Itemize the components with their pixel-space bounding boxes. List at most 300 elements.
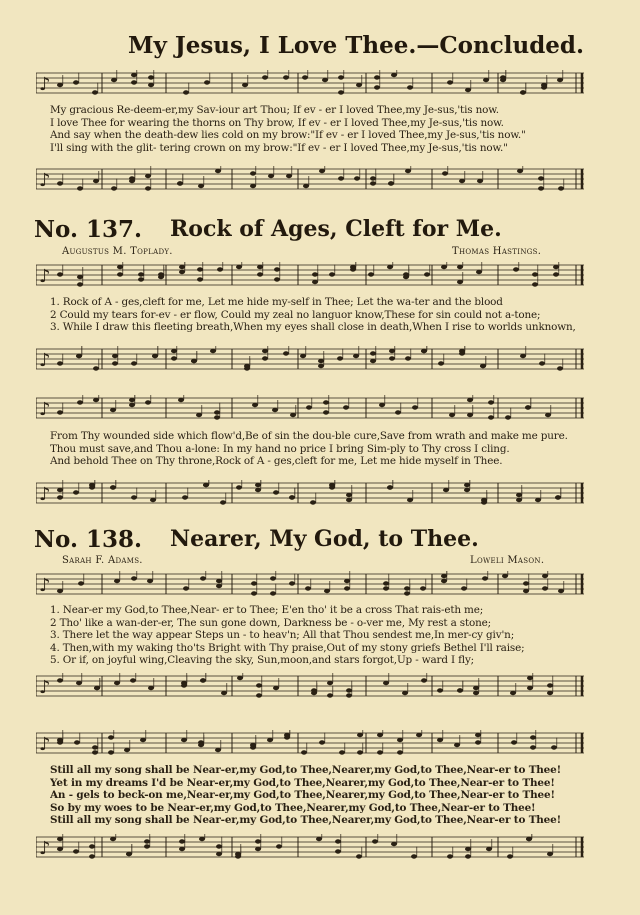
clef-icon: ♪ xyxy=(39,399,51,420)
note-head xyxy=(467,413,473,417)
note-head xyxy=(289,581,295,585)
note-head xyxy=(483,78,489,82)
lyric-line: And say when the death-dew lies cold on my brow:"If ev - er I loved Thee,my Je-sus,'tis now." xyxy=(50,129,526,141)
note-head xyxy=(553,265,559,269)
note-head xyxy=(171,349,177,353)
note-head xyxy=(488,400,494,404)
note-head xyxy=(507,854,513,858)
music-staff-treble xyxy=(36,571,584,597)
note-head xyxy=(344,586,350,590)
note-head xyxy=(354,176,360,180)
note-head xyxy=(131,576,137,580)
note-head xyxy=(457,280,463,284)
note-head xyxy=(389,349,395,353)
note-head xyxy=(215,169,221,173)
note-head xyxy=(329,485,335,489)
music-staff-treble xyxy=(36,730,584,756)
note-head xyxy=(302,75,308,79)
note-head xyxy=(323,410,329,414)
note-head xyxy=(216,852,222,856)
note-head xyxy=(377,733,383,737)
note-head xyxy=(383,586,389,590)
note-head xyxy=(250,743,256,747)
note-head xyxy=(255,847,261,851)
clef-icon: ♪ xyxy=(39,575,51,596)
note-head xyxy=(110,837,116,841)
note-head xyxy=(475,733,481,737)
clef-icon: ♪ xyxy=(39,170,51,191)
lyric-line: 4. Then,with my waking tho'ts Bright with Thy praise,Out of my stony griefs Bethel I'll raise; xyxy=(50,641,525,654)
note-head xyxy=(329,272,335,276)
lyric-line: And behold Thee on Thy throne,Rock of A - ges,cleft for me, Let me hide myself in Thee. xyxy=(50,455,503,467)
note-head xyxy=(220,500,226,504)
note-head xyxy=(177,181,183,185)
note-head xyxy=(262,75,268,79)
note-head xyxy=(387,265,393,269)
hymn-number: No. 137. xyxy=(34,216,142,243)
note-head xyxy=(442,171,448,175)
note-head xyxy=(250,184,256,188)
note-head xyxy=(236,485,242,489)
note-head xyxy=(555,495,561,499)
clef-icon: ♪ xyxy=(39,838,51,859)
note-head xyxy=(198,184,204,188)
note-head xyxy=(57,740,63,744)
note-head xyxy=(283,351,289,355)
note-head xyxy=(447,80,453,84)
note-head xyxy=(424,272,430,276)
note-head xyxy=(558,186,564,190)
note-head xyxy=(323,400,329,404)
hymn-137-lyrics-part2 xyxy=(50,430,584,468)
lyric-line: I love Thee for wearing the thorns on Thy brow, If ev - er I loved Thee,my Je-sus,'tis now. xyxy=(50,116,504,129)
note-head xyxy=(274,267,280,271)
note-head xyxy=(437,738,443,742)
note-head xyxy=(486,847,492,851)
note-head xyxy=(343,405,349,409)
note-head xyxy=(346,688,352,692)
note-head xyxy=(124,748,130,752)
note-head xyxy=(389,356,395,360)
note-head xyxy=(374,75,380,79)
note-head xyxy=(73,849,79,853)
note-head xyxy=(126,852,132,856)
concluded-lyrics xyxy=(50,104,584,154)
note-head xyxy=(454,743,460,747)
note-head xyxy=(270,591,276,595)
note-head xyxy=(530,745,536,749)
note-head xyxy=(93,366,99,370)
note-head xyxy=(131,361,137,365)
note-head xyxy=(441,574,447,578)
note-head xyxy=(131,80,137,84)
note-head xyxy=(57,488,63,492)
note-head xyxy=(112,361,118,365)
note-head xyxy=(525,405,531,409)
hymn-number: No. 138. xyxy=(34,526,142,553)
music-staff-bass xyxy=(36,673,584,699)
note-head xyxy=(350,267,356,271)
concluded-hymn-title: My Jesus, I Love Thee.—Concluded. xyxy=(128,32,585,59)
note-head xyxy=(57,678,63,682)
note-head xyxy=(262,349,268,353)
note-head xyxy=(110,485,116,489)
note-head xyxy=(535,498,541,502)
lyric-line: 1. Rock of A - ges,cleft for me, Let me hide my-self in Thee; Let the wa-ter and the blood xyxy=(50,296,503,308)
note-head xyxy=(545,413,551,417)
note-head xyxy=(200,576,206,580)
note-head xyxy=(204,80,210,84)
note-head xyxy=(255,488,261,492)
note-head xyxy=(217,267,223,271)
note-head xyxy=(251,581,257,585)
note-head xyxy=(541,83,547,87)
staff-notation xyxy=(36,166,584,192)
note-head xyxy=(257,272,263,276)
note-head xyxy=(538,186,544,190)
note-head xyxy=(407,498,413,502)
note-head xyxy=(144,839,150,843)
note-head xyxy=(284,733,290,737)
note-head xyxy=(273,490,279,494)
note-head xyxy=(457,265,463,269)
note-head xyxy=(183,586,189,590)
note-head xyxy=(179,847,185,851)
note-head xyxy=(322,78,328,82)
staff-notation xyxy=(36,730,584,756)
note-head xyxy=(383,581,389,585)
note-head xyxy=(216,844,222,848)
note-head xyxy=(77,400,83,404)
note-head xyxy=(416,733,422,737)
note-head xyxy=(235,854,241,858)
note-head xyxy=(368,272,374,276)
note-head xyxy=(57,181,63,185)
note-head xyxy=(255,483,261,487)
hymn-138-lyrics-part2 xyxy=(50,764,584,827)
note-head xyxy=(387,485,393,489)
staff-notation xyxy=(36,346,584,372)
note-head xyxy=(57,589,63,593)
note-head xyxy=(305,586,311,590)
note-head xyxy=(523,581,529,585)
note-head xyxy=(547,691,553,695)
note-head xyxy=(145,174,151,178)
note-head xyxy=(152,354,158,358)
note-head xyxy=(517,169,523,173)
note-head xyxy=(198,740,204,744)
note-head xyxy=(214,415,220,419)
note-head xyxy=(171,356,177,360)
note-head xyxy=(465,847,471,851)
lyric-line: Still all my song shall be Near-er,my God,to Thee,Nearer,my God,to Thee,Near-er to Thee! xyxy=(50,814,562,826)
note-head xyxy=(538,176,544,180)
note-head xyxy=(273,686,279,690)
note-head xyxy=(108,735,114,739)
note-head xyxy=(421,678,427,682)
note-head xyxy=(76,681,82,685)
note-head xyxy=(257,265,263,269)
note-head xyxy=(150,498,156,502)
lyric-line: From Thy wounded side which flow'd,Be of sin the dou-ble cure,Save from wrath and make me pure. xyxy=(50,430,568,442)
music-staff-treble xyxy=(36,395,584,421)
music-staff-bass xyxy=(36,166,584,192)
lyric-line: My gracious Re-deem-er,my Sav-iour art Thou; If ev - er I loved Thee,my Je-sus,'tis now. xyxy=(50,104,499,116)
note-head xyxy=(179,265,185,269)
note-head xyxy=(130,678,136,682)
note-head xyxy=(57,83,63,87)
note-head xyxy=(407,85,413,89)
note-head xyxy=(148,75,154,79)
lyric-line: 2 Tho' like a wan-der-er, The sun gone down, Darkness be - o-ver me, My rest a stone; xyxy=(50,616,492,629)
note-head xyxy=(335,839,341,843)
note-head xyxy=(467,398,473,402)
note-head xyxy=(93,398,99,402)
note-head xyxy=(144,844,150,848)
music-staff-treble xyxy=(36,262,584,288)
note-head xyxy=(272,408,278,412)
music-staff-bass xyxy=(36,834,584,860)
note-head xyxy=(482,576,488,580)
note-head xyxy=(505,415,511,419)
note-head xyxy=(532,282,538,286)
note-head xyxy=(148,83,154,87)
note-head xyxy=(558,589,564,593)
note-head xyxy=(357,733,363,737)
note-head xyxy=(92,745,98,749)
note-head xyxy=(516,498,522,502)
note-head xyxy=(404,586,410,590)
note-head xyxy=(481,498,487,502)
note-head xyxy=(178,398,184,402)
note-head xyxy=(372,839,378,843)
lyric-line: 5. Or if, on joyful wing,Cleaving the sky, Sun,moon,and stars forgot,Up - ward I fly; xyxy=(50,654,475,666)
staff-notation xyxy=(36,70,584,96)
note-head xyxy=(477,179,483,183)
note-head xyxy=(356,854,362,858)
note-head xyxy=(57,272,63,276)
note-head xyxy=(346,498,352,502)
note-head xyxy=(523,589,529,593)
note-head xyxy=(111,78,117,82)
lyric-line: So by my woes to be Near-er,my God,to Thee,Nearer,my God,to Thee,Near-er to Thee! xyxy=(50,801,536,814)
note-head xyxy=(145,400,151,404)
note-head xyxy=(346,693,352,697)
note-head xyxy=(443,488,449,492)
note-head xyxy=(131,495,137,499)
note-head xyxy=(255,839,261,843)
note-head xyxy=(77,275,83,279)
music-staff-treble xyxy=(36,70,584,96)
note-head xyxy=(138,277,144,281)
clef-icon: ♪ xyxy=(39,266,51,287)
note-head xyxy=(252,403,258,407)
note-head xyxy=(312,280,318,284)
composer-credit: Thomas Hastings. xyxy=(452,246,542,257)
note-head xyxy=(547,852,553,856)
note-head xyxy=(464,483,470,487)
note-head xyxy=(335,849,341,853)
note-head xyxy=(370,359,376,363)
lyric-line: 3. While I draw this fleeting breath,When my eyes shall close in death,When I rise to worlds unknown, xyxy=(50,321,576,333)
note-head xyxy=(459,349,465,353)
note-head xyxy=(182,495,188,499)
clef-icon: ♪ xyxy=(39,350,51,371)
hymn-title: Rock of Ages, Cleft for Me. xyxy=(170,216,502,242)
note-head xyxy=(520,90,526,94)
note-head xyxy=(447,854,453,858)
note-head xyxy=(129,398,135,402)
music-staff-bass xyxy=(36,480,584,506)
note-head xyxy=(319,740,325,744)
note-head xyxy=(244,366,250,370)
note-head xyxy=(89,483,95,487)
composer-credit: Loweli Mason. xyxy=(470,555,545,566)
note-head xyxy=(391,73,397,77)
note-head xyxy=(300,354,306,358)
note-head xyxy=(92,750,98,754)
note-head xyxy=(77,282,83,286)
note-head xyxy=(145,186,151,190)
note-head xyxy=(338,90,344,94)
note-head xyxy=(183,90,189,94)
note-head xyxy=(148,686,154,690)
lyric-line: 2 Could my tears for-ev - er flow, Could my zeal no languor know,These for sin could not a-tone; xyxy=(50,308,541,321)
staff-notation xyxy=(36,395,584,421)
note-head xyxy=(57,410,63,414)
note-head xyxy=(553,272,559,276)
music-staff-bass xyxy=(36,346,584,372)
note-head xyxy=(276,844,282,848)
note-head xyxy=(319,169,325,173)
note-head xyxy=(301,750,307,754)
note-head xyxy=(289,495,295,499)
note-head xyxy=(339,750,345,754)
note-head xyxy=(78,581,84,585)
note-head xyxy=(181,738,187,742)
note-head xyxy=(337,356,343,360)
note-head xyxy=(412,405,418,409)
note-head xyxy=(250,171,256,175)
note-head xyxy=(274,277,280,281)
note-head xyxy=(421,349,427,353)
note-head xyxy=(405,169,411,173)
note-head xyxy=(530,735,536,739)
note-head xyxy=(464,488,470,492)
note-head xyxy=(197,277,203,281)
note-head xyxy=(114,681,120,685)
note-head xyxy=(251,591,257,595)
note-head xyxy=(199,837,205,841)
note-head xyxy=(438,361,444,365)
note-head xyxy=(510,691,516,695)
note-head xyxy=(93,179,99,183)
note-head xyxy=(532,272,538,276)
note-head xyxy=(179,839,185,843)
note-head xyxy=(57,361,63,365)
note-head xyxy=(290,413,296,417)
note-head xyxy=(516,493,522,497)
clef-icon: ♪ xyxy=(39,734,51,755)
note-head xyxy=(57,837,63,841)
note-head xyxy=(179,270,185,274)
note-head xyxy=(391,842,397,846)
note-head xyxy=(383,681,389,685)
staff-notation xyxy=(36,571,584,597)
note-head xyxy=(441,265,447,269)
note-head xyxy=(465,88,471,92)
note-head xyxy=(441,579,447,583)
note-head xyxy=(138,272,144,276)
note-head xyxy=(449,413,455,417)
note-head xyxy=(327,693,333,697)
note-head xyxy=(196,413,202,417)
lyric-line: Thou must save,and Thou a-lone: In my hand no price I bring Sim-ply to Thy cross I cling. xyxy=(50,442,510,455)
note-head xyxy=(267,738,273,742)
note-head xyxy=(262,356,268,360)
note-head xyxy=(318,359,324,363)
note-head xyxy=(256,683,262,687)
note-head xyxy=(197,267,203,271)
note-head xyxy=(395,410,401,414)
note-head xyxy=(129,403,135,407)
note-head xyxy=(405,356,411,360)
note-head xyxy=(338,176,344,180)
note-head xyxy=(214,410,220,414)
note-head xyxy=(379,403,385,407)
note-head xyxy=(526,837,532,841)
note-head xyxy=(131,73,137,77)
note-head xyxy=(203,483,209,487)
note-head xyxy=(374,85,380,89)
note-head xyxy=(311,688,317,692)
note-head xyxy=(256,693,262,697)
note-head xyxy=(397,750,403,754)
note-head xyxy=(114,579,120,583)
note-head xyxy=(511,740,517,744)
note-head xyxy=(73,80,79,84)
note-head xyxy=(473,691,479,695)
note-head xyxy=(356,83,362,87)
note-head xyxy=(306,405,312,409)
note-head xyxy=(357,750,363,754)
note-head xyxy=(181,683,187,687)
note-head xyxy=(73,490,79,494)
note-head xyxy=(527,686,533,690)
note-head xyxy=(551,745,557,749)
clef-icon: ♪ xyxy=(39,677,51,698)
note-head xyxy=(316,837,322,841)
note-head xyxy=(77,186,83,190)
note-head xyxy=(476,270,482,274)
note-head xyxy=(397,738,403,742)
hymn-137-lyrics-part1 xyxy=(50,296,584,334)
note-head xyxy=(411,854,417,858)
note-head xyxy=(89,844,95,848)
note-head xyxy=(388,181,394,185)
note-head xyxy=(324,589,330,593)
note-head xyxy=(210,349,216,353)
note-head xyxy=(268,174,274,178)
note-head xyxy=(557,366,563,370)
note-head xyxy=(370,181,376,185)
note-head xyxy=(312,272,318,276)
note-head xyxy=(303,184,309,188)
note-head xyxy=(318,364,324,368)
lyric-line: An - gels to beck-on me,Near-er,my God,to Thee,Nearer,my God,to Thee,Near-er to Thee! xyxy=(50,789,555,801)
note-head xyxy=(346,493,352,497)
note-head xyxy=(158,272,164,276)
